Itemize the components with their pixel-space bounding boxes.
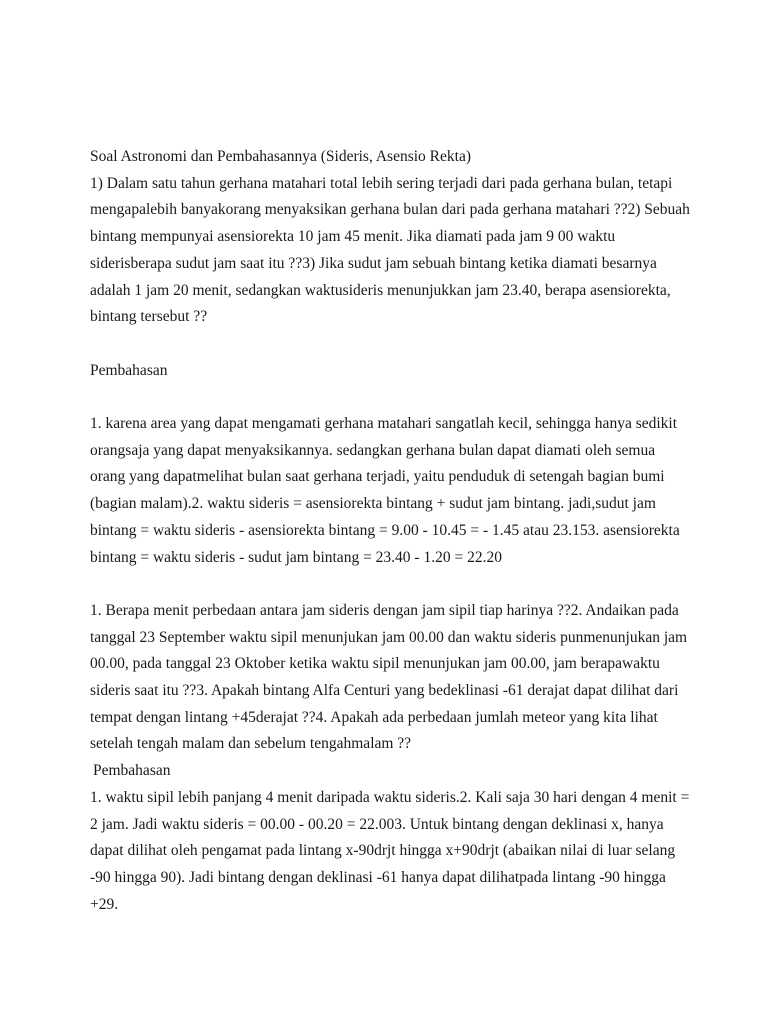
spacer bbox=[90, 331, 690, 358]
document-page bbox=[90, 144, 690, 918]
heading-pembahasan-1: Pembahasan bbox=[90, 361, 168, 379]
questions-set-1: 1) Dalam satu tahun gerhana matahari total lebih sering terjadi dari pada gerhana bulan, tetapi mengapalebih banyakorang menyaksikan gerhana bulan dari pada gerhana matahari ??2) Sebuah bintang mempunyai asensiorekta 10 jam 45 menit. Jika diamati pada jam 9 00 waktu siderisberapa sudut jam saat itu ??3) Jika sudut jam sebuah bintang ketika diamati besarnya adalah 1 jam 20 menit, sedangkan waktusideris menunjukkan jam 23.40, berapa asensiorekta, bintang tersebut ?? bbox=[90, 174, 690, 326]
spacer bbox=[90, 384, 690, 411]
answers-set-1: 1. karena area yang dapat mengamati gerhana matahari sangatlah kecil, sehingga hanya sedikit orangsaja yang dapat menyaksikannya. sedangkan gerhana bulan dapat diamati oleh semua orang yang dapatmelihat bulan saat gerhana terjadi, yaitu penduduk di setengah bagian bumi (bagian malam).2. waktu sideris = asensiorekta bintang + sudut jam bintang. jadi,sudut jam bintang = waktu sideris - asensiorekta bintang = 9.00 - 10.45 = - 1.45 atau 23.153. asensiorekta bintang = waktu sideris - sudut jam bintang = 23.40 - 1.20 = 22.20 bbox=[90, 415, 680, 566]
heading-pembahasan-2: Pembahasan bbox=[93, 762, 171, 780]
document-title: Soal Astronomi dan Pembahasannya (Sideris, Asensio Rekta) bbox=[90, 148, 471, 165]
answers-set-2: 1. waktu sipil lebih panjang 4 menit daripada waktu sideris.2. Kali saja 30 hari dengan 4 menit = 2 jam. Jadi waktu sideris = 00.00 - 00.20 = 22.003. Untuk bintang dengan deklinasi x, hanya dapat dilihat oleh pengamat pada lintang x-90drjt hingga x+90drjt (abaikan nilai di luar selang -90 hingga 90). Jadi bintang dengan deklinasi -61 hanya dapat dilihatpada lintang -90 hingga +29. bbox=[90, 788, 690, 913]
spacer bbox=[90, 571, 690, 598]
questions-set-2: 1. Berapa menit perbedaan antara jam sideris dengan jam sipil tiap harinya ??2. Andaikan pada tanggal 23 September waktu sipil menunjukan jam 00.00 dan waktu sideris punmenunjukan jam 00.00, pada tanggal 23 Oktober ketika waktu sipil menunjukan jam 00.00, jam berapawaktu sideris saat itu ??3. Apakah bintang Alfa Centuri yang bedeklinasi -61 derajat dapat dilihat dari tempat dengan lintang +45derajat ??4. Apakah ada perbedaan jumlah meteor yang kita lihat setelah tengah malam dan sebelum tengahmalam ?? bbox=[90, 601, 688, 753]
